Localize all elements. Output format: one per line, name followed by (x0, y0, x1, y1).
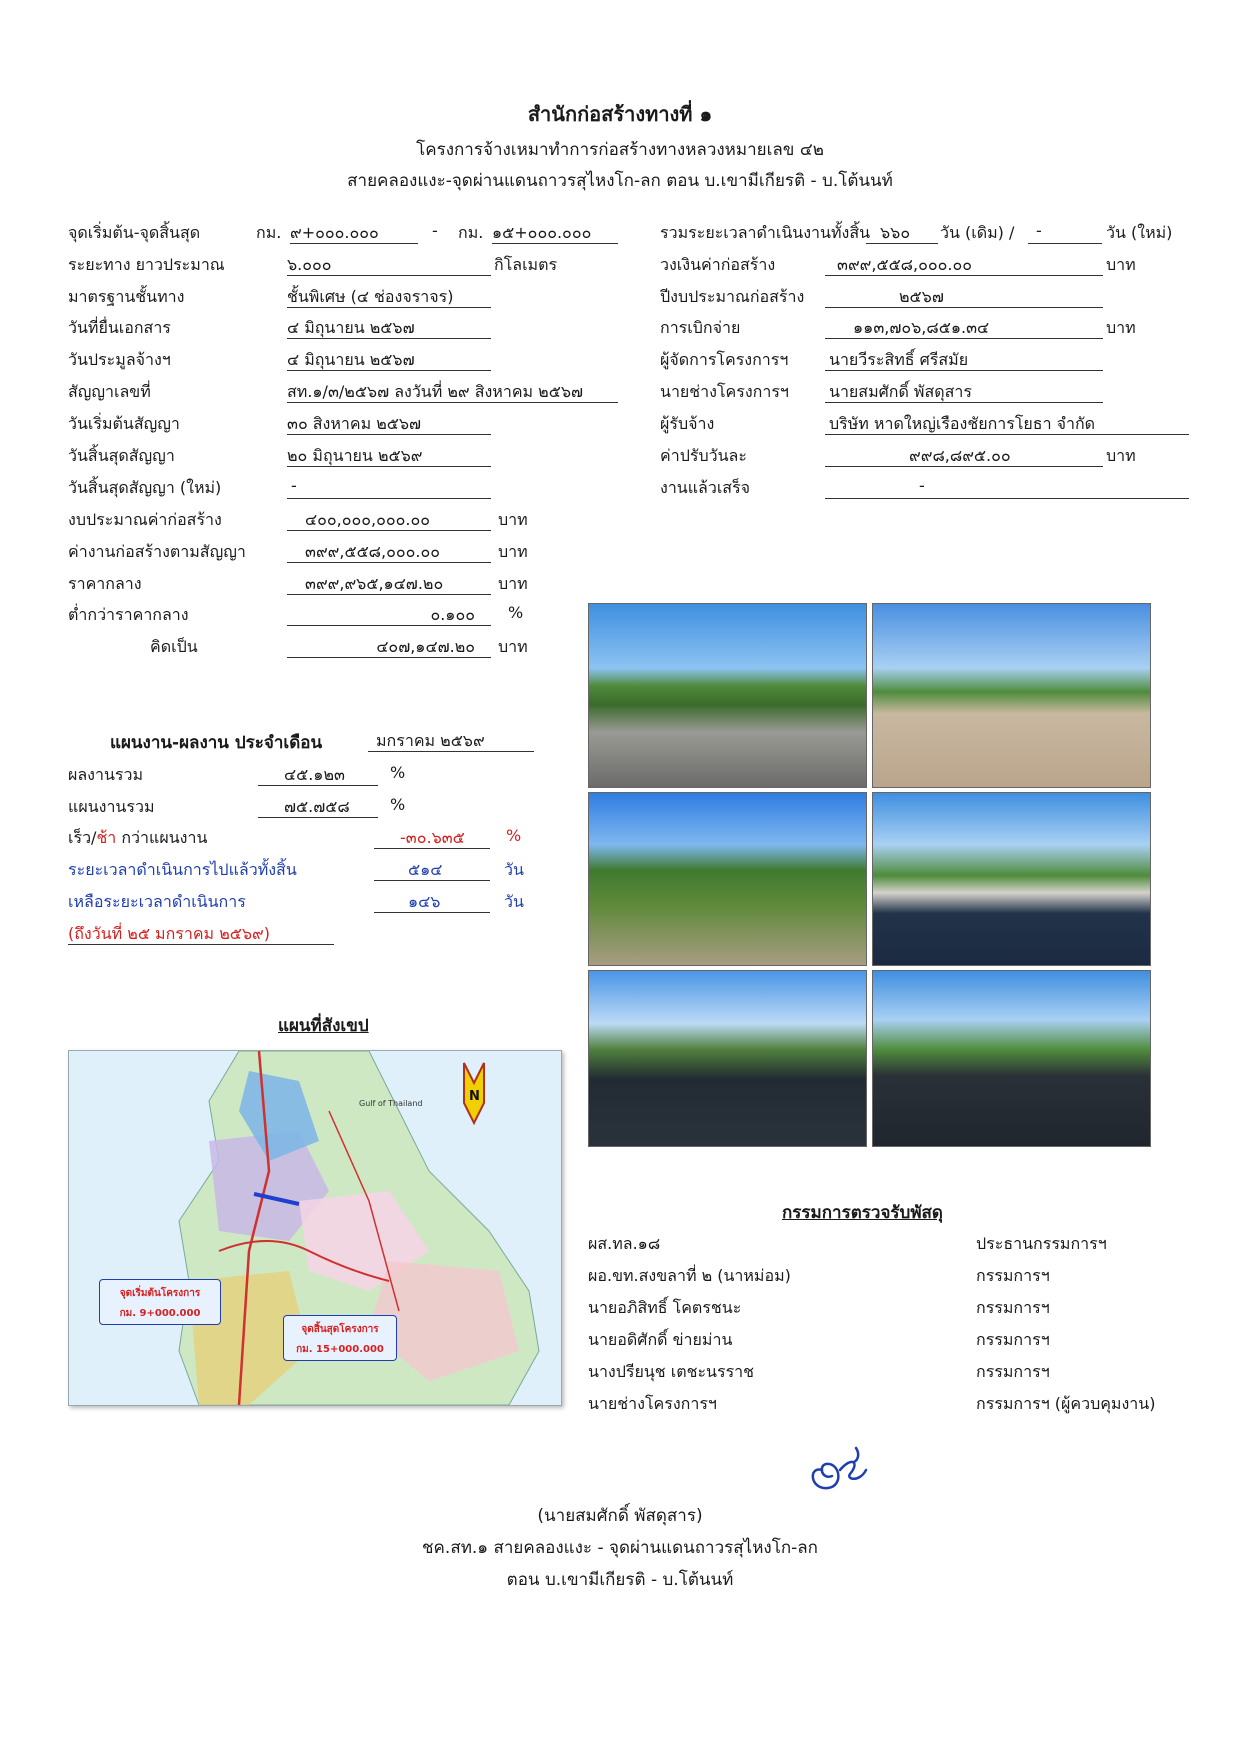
diff-value: -๓๐.๖๓๕ (400, 828, 465, 847)
fine-label: ค่าปรับวันละ (660, 446, 747, 465)
actual-value: ๔๕.๑๒๓ (284, 765, 345, 784)
signer-name: (นายสมศักดิ์ พัสดุสาร) (537, 1506, 703, 1526)
disburse-label: การเบิกจ่าย (660, 318, 741, 337)
submit-value: ๔ มิถุนายน ๒๕๖๗ (287, 318, 415, 337)
photo-survey (872, 603, 1151, 788)
below-unit: % (508, 603, 524, 622)
elapsed-unit: วัน (504, 860, 524, 879)
contract-line (287, 376, 618, 403)
end-value: ๒๐ มิถุนายน ๒๕๖๙ (287, 446, 423, 465)
as-of-line (68, 918, 334, 945)
start-label: วันเริ่มต้นสัญญา (68, 414, 180, 433)
contract-cost-unit: บาท (498, 542, 528, 561)
km-start-line (290, 217, 418, 244)
diff-line (374, 822, 490, 849)
budget-unit: บาท (498, 510, 528, 529)
fine-value: ๙๙๘,๘๙๕.๐๐ (909, 446, 1011, 465)
committee-member-role: กรรมการฯ (976, 1330, 1050, 1349)
plan-pct: % (390, 795, 406, 814)
fiscal-label: ปีงบประมาณก่อสร้าง (660, 287, 805, 306)
photo-grader (588, 603, 867, 788)
handwritten-signature-icon (800, 1440, 880, 1496)
photo-roller (588, 970, 867, 1147)
engineer-line (825, 376, 1103, 403)
committee-title: กรรมการตรวจรับพัสดุ (782, 1203, 943, 1223)
committee-member-name: นายช่างโครงการฯ (588, 1394, 717, 1413)
plan-label: แผนงานรวม (68, 797, 155, 816)
progress-title: แผนงาน-ผลงาน ประจำเดือน (110, 733, 323, 753)
contract-cost-value: ๓๙๙,๕๕๘,๐๐๐.๐๐ (305, 542, 441, 561)
contract-cost-line (287, 536, 491, 563)
progress-month-line (368, 725, 534, 752)
diff-label-slow: ช้า (96, 828, 117, 847)
gulf-label: Gulf of Thailand (359, 1099, 423, 1108)
below-label: ต่ำกว่าราคากลาง (68, 605, 189, 624)
actual-line (258, 759, 378, 786)
start-end-label: จุดเริ่มต้น-จุดสิ้นสุด (68, 223, 201, 242)
committee-member-name: นายอภิสิทธิ์ โคตรชนะ (588, 1298, 742, 1317)
project-line-2: สายคลองแงะ-จุดผ่านแดนถาวรสุไหงโก-ลก ตอน บ.เขามีเกียรติ - บ.โต้นนท์ (347, 171, 893, 191)
budget-value: ๔๐๐,๐๐๐,๐๐๐.๐๐ (305, 510, 431, 529)
elapsed-line (374, 854, 490, 881)
km-prefix-end: กม. (458, 223, 484, 242)
actual-label: ผลงานรวม (68, 765, 144, 784)
elapsed-label: ระยะเวลาดำเนินการไปแล้วทั้งสิ้น (68, 860, 297, 879)
distance-value: ๖.๐๐๐ (287, 255, 332, 274)
fine-line (825, 440, 1103, 467)
disburse-line (825, 312, 1103, 339)
budget-amount-value: ๓๙๙,๕๕๘,๐๐๐.๐๐ (837, 255, 973, 274)
photo-scene-6 (873, 971, 1150, 1146)
photo-bridge (588, 792, 867, 966)
start-callout-title: จุดเริ่มต้นโครงการ (119, 1288, 201, 1299)
engineer-value: นายสมศักดิ์ พัสดุสาร (829, 382, 972, 401)
km-prefix-start: กม. (256, 223, 282, 242)
photo-scene-3 (589, 793, 866, 965)
standard-label: มาตรฐานชั้นทาง (68, 287, 185, 306)
progress-month: มกราคม ๒๕๖๙ (376, 731, 485, 750)
photo-paving (872, 792, 1151, 966)
start-callout (99, 1279, 221, 1325)
total-time-new-value: - (1036, 221, 1042, 240)
diff-label-fast: เร็ว/ (68, 828, 97, 847)
disburse-value: ๑๑๓,๗๐๖,๘๕๑.๓๔ (853, 318, 990, 337)
engineer-label: นายช่างโครงการฯ (660, 382, 789, 401)
km-end-line (492, 217, 618, 244)
end-new-value: - (291, 476, 297, 495)
end-new-line (287, 472, 491, 499)
end-label: วันสิ้นสุดสัญญา (68, 446, 175, 465)
diff-label-rest: กว่าแผนงาน (116, 828, 208, 847)
photo-scene-4 (873, 793, 1150, 965)
submit-label: วันที่ยื่นเอกสาร (68, 318, 171, 337)
signer-position: ชค.สท.๑ สายคลองแงะ - จุดผ่านแดนถาวรสุไหงโก-ลก (422, 1538, 818, 1558)
contractor-value: บริษัท หาดใหญ่เรืองชัยการโยธา จำกัด (829, 414, 1096, 433)
end-callout-title: จุดสิ้นสุดโครงการ (301, 1324, 379, 1335)
total-time-label: รวมระยะเวลาดำเนินงานทั้งสิ้น (660, 223, 871, 242)
equals-label: คิดเป็น (150, 637, 198, 656)
elapsed-value: ๕๑๔ (408, 860, 443, 879)
diff-pct: % (506, 826, 522, 845)
end-callout (283, 1315, 397, 1361)
contractor-line (825, 408, 1189, 435)
remaining-value: ๑๔๖ (408, 892, 441, 911)
committee-member-name: นางปรียนุช เตชะนรราช (588, 1362, 755, 1381)
remaining-line (374, 886, 490, 913)
median-label: ราคากลาง (68, 574, 142, 593)
fiscal-line (825, 281, 1103, 308)
end-line (287, 440, 491, 467)
photo-finishing (872, 970, 1151, 1147)
finished-line (825, 472, 1189, 499)
standard-line (287, 281, 491, 308)
committee-member-role: ประธานกรรมการฯ (976, 1234, 1107, 1253)
start-callout-km: กม. 9+000.000 (119, 1308, 201, 1319)
start-line (287, 408, 491, 435)
project-line-1: โครงการจ้างเหมาทำการก่อสร้างทางหลวงหมายเลข ๔๒ (416, 140, 824, 160)
auction-value: ๔ มิถุนายน ๒๕๖๗ (287, 350, 415, 369)
contractor-label: ผู้รับจ้าง (660, 414, 715, 433)
committee-member-name: นายอดิศักดิ์ ข่ายม่าน (588, 1330, 733, 1349)
auction-line (287, 344, 491, 371)
km-start: ๙+๐๐๐.๐๐๐ (290, 223, 379, 242)
committee-member-role: กรรมการฯ (976, 1266, 1050, 1285)
disburse-unit: บาท (1106, 318, 1136, 337)
finished-value: - (919, 476, 925, 495)
remaining-label: เหลือระยะเวลาดำเนินการ (68, 892, 246, 911)
budget-amount-unit: บาท (1106, 255, 1136, 274)
end-new-label: วันสิ้นสุดสัญญา (ใหม่) (68, 478, 222, 497)
office-title: สำนักก่อสร้างทางที่ ๑ (527, 102, 713, 126)
distance-line (287, 249, 491, 276)
start-value: ๓๐ สิงหาคม ๒๕๖๗ (287, 414, 422, 433)
budget-amount-line (825, 249, 1103, 276)
committee-member-name: ผอ.ขท.สงขลาที่ ๒ (นาหม่อม) (588, 1266, 791, 1285)
below-line (287, 599, 491, 626)
total-time-unit-old: วัน (เดิม) / (940, 223, 1015, 242)
distance-label: ระยะทาง ยาวประมาณ (68, 255, 225, 274)
map-title: แผนที่สังเขป (278, 1016, 369, 1036)
contract-value: สท.๑/๓/๒๕๖๗ ลงวันที่ ๒๙ สิงหาคม ๒๕๖๗ (287, 382, 584, 401)
committee-member-role: กรรมการฯ (ผู้ควบคุมงาน) (976, 1394, 1156, 1413)
equals-line (287, 631, 491, 658)
end-callout-km: กม. 15+000.000 (296, 1344, 384, 1355)
sketch-map (68, 1050, 562, 1406)
committee-member-role: กรรมการฯ (976, 1298, 1050, 1317)
committee-member-role: กรรมการฯ (976, 1362, 1050, 1381)
km-end: ๑๕+๐๐๐.๐๐๐ (492, 223, 592, 242)
total-time-line (866, 217, 938, 244)
auction-label: วันประมูลจ้างฯ (68, 350, 171, 369)
below-value: ๐.๑๐๐ (430, 605, 475, 624)
plan-line (258, 791, 378, 818)
contract-cost-label: ค่างานก่อสร้างตามสัญญา (68, 542, 246, 561)
north-label: N (469, 1089, 480, 1104)
km-dash: - (432, 221, 438, 240)
actual-pct: % (390, 763, 406, 782)
total-time-value: ๖๖๐ (880, 223, 911, 242)
remaining-unit: วัน (504, 892, 524, 911)
total-time-new-line (1028, 217, 1102, 244)
distance-unit: กิโลเมตร (494, 255, 558, 274)
total-time-unit-new: วัน (ใหม่) (1106, 223, 1173, 242)
budget-amount-label: วงเงินค่าก่อสร้าง (660, 255, 776, 274)
standard-value: ชั้นพิเศษ (๔ ช่องจราจร) (287, 287, 454, 306)
median-unit: บาท (498, 574, 528, 593)
contract-label: สัญญาเลขที่ (68, 382, 151, 401)
plan-value: ๗๕.๗๕๘ (284, 797, 350, 816)
diff-label (68, 826, 207, 851)
submit-line (287, 312, 491, 339)
photo-scene-2 (873, 604, 1150, 787)
as-of-date: (ถึงวันที่ ๒๕ มกราคม ๒๕๖๙) (68, 924, 270, 943)
fiscal-value: ๒๕๖๗ (899, 287, 944, 306)
equals-unit: บาท (498, 637, 528, 656)
manager-value: นายวีระสิทธิ์ ศรีสมัย (829, 350, 969, 369)
signer-section: ตอน บ.เขามีเกียรติ - บ.โต้นนท์ (506, 1570, 734, 1590)
budget-line (287, 504, 491, 531)
median-value: ๓๙๙,๙๖๕,๑๔๗.๒๐ (305, 574, 444, 593)
fine-unit: บาท (1106, 446, 1136, 465)
photo-scene-1 (589, 604, 866, 787)
committee-member-name: ผส.ทล.๑๘ (588, 1234, 661, 1253)
equals-value: ๔๐๗,๑๔๗.๒๐ (376, 637, 475, 656)
median-line (287, 568, 491, 595)
finished-label: งานแล้วเสร็จ (660, 478, 751, 497)
manager-line (825, 344, 1103, 371)
manager-label: ผู้จัดการโครงการฯ (660, 350, 789, 369)
budget-label: งบประมาณค่าก่อสร้าง (68, 510, 222, 529)
photo-scene-5 (589, 971, 866, 1146)
